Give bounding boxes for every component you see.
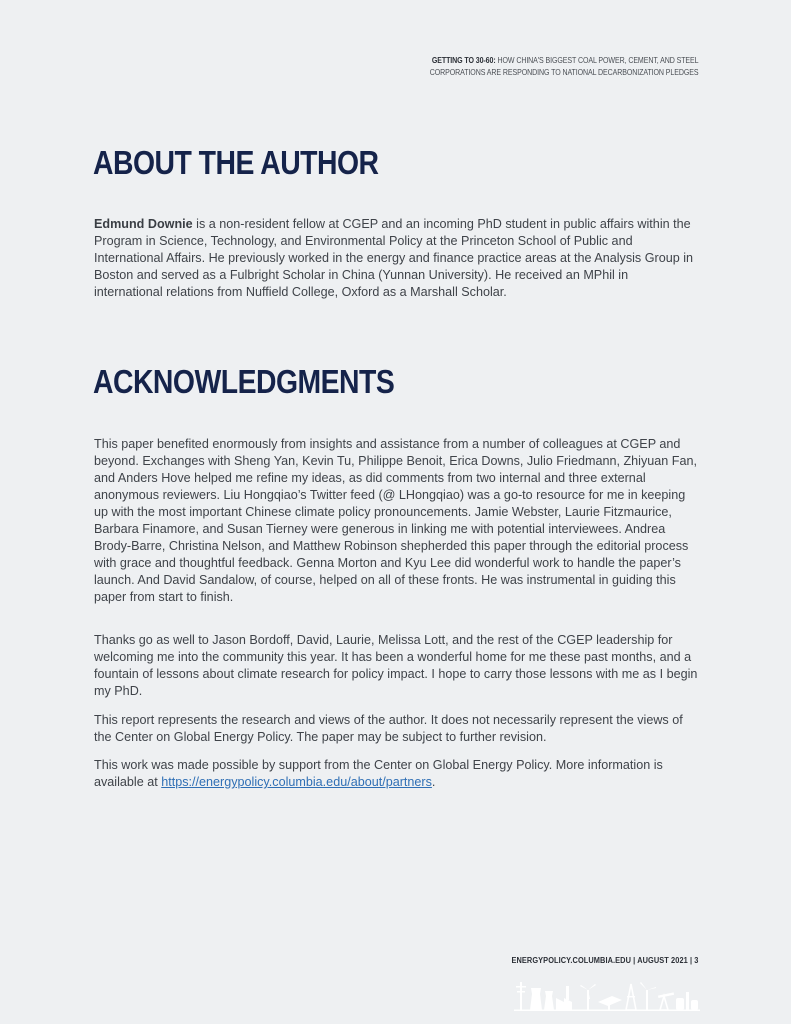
acknowledgments-paragraph-3: This report represents the research and views of the author. It does not necessarily represent the views of the Center on Global Energy Policy. The paper may be subject to further revision. — [94, 713, 683, 744]
author-name: Edmund Downie — [94, 217, 193, 231]
about-author-heading: ABOUT THE AUTHOR — [93, 144, 379, 181]
acknowledgments-paragraph-2: Thanks go as well to Jason Bordoff, David, Laurie, Melissa Lott, and the rest of the CGEP leadership for welcoming me into the community this year. It has been a wonderful home for me these past months, and a fountain of lessons about climate research for policy impact. I hope to carry those lessons with me as I begin my PhD. — [94, 633, 698, 698]
page-footer: ENERGYPOLICY.COLUMBIA.EDU | AUGUST 2021 | 3 — [510, 955, 698, 965]
energy-skyline-icon — [514, 978, 700, 1012]
paragraph-4-text: This work was made possible by support from the Center on Global Energy Policy. More information is available at — [94, 758, 663, 789]
paragraph-4-end: . — [431, 775, 436, 789]
header-line-1 — [429, 55, 698, 67]
acknowledgments-paragraph-1: This paper benefited enormously from insights and assistance from a number of colleagues at CGEP and beyond. Exchanges with Sheng Yan, Kevin Tu, Philippe Benoit, Erica Downs, Julio Friedmann, Zhiyuan Fan, and Anders Hove helped me refine my ideas, as did comments from two internal and three external anonymous reviewers. Liu Hongqiao’s Twitter feed (@ LHongqiao) was a go-to resource for me in keeping up with the most important Chinese climate policy pronouncements. Jamie Webster, Laurie Fitzmaurice, Barbara Finamore, and Susan Tierney were generous in linking me with potential interviewees. Andrea Brody-Barre, Christina Nelson, and Matthew Robinson shepherded this paper through the editorial process with grace and thoughtful feedback. Genna Morton and Kyu Lee did wonderful work to handle the paper’s launch. And David Sandalow, of course, helped on all of these fronts. He was instrumental in guiding this paper from start to finish. — [94, 437, 697, 604]
header-title-line-1: HOW CHINA'S BIGGEST COAL POWER, CEMENT, AND STEEL — [497, 56, 698, 65]
acknowledgments-paragraph-4 — [94, 757, 700, 791]
running-header — [429, 55, 698, 79]
header-title-bold: GETTING TO 30-60: — [431, 56, 496, 65]
acknowledgments-heading: ACKNOWLEDGMENTS — [93, 363, 395, 400]
partners-link[interactable]: https://energypolicy.columbia.edu/about/partners — [161, 775, 432, 789]
author-bio-text: is a non-resident fellow at CGEP and an incoming PhD student in public affairs within the Program in Science, Technology, and Environmental Policy at the Princeton School of Public and International Affairs. He previously worked in the energy and finance practice areas at the Analysis Group in Boston and served as a Fulbright Scholar in China (Yunnan University). He received an MPhil in international relations from Nuffield College, Oxford as a Marshall Scholar. — [94, 217, 694, 299]
header-title-line-2: CORPORATIONS ARE RESPONDING TO NATIONAL DECARBONIZATION PLEDGES — [429, 68, 698, 77]
author-bio — [94, 216, 700, 301]
